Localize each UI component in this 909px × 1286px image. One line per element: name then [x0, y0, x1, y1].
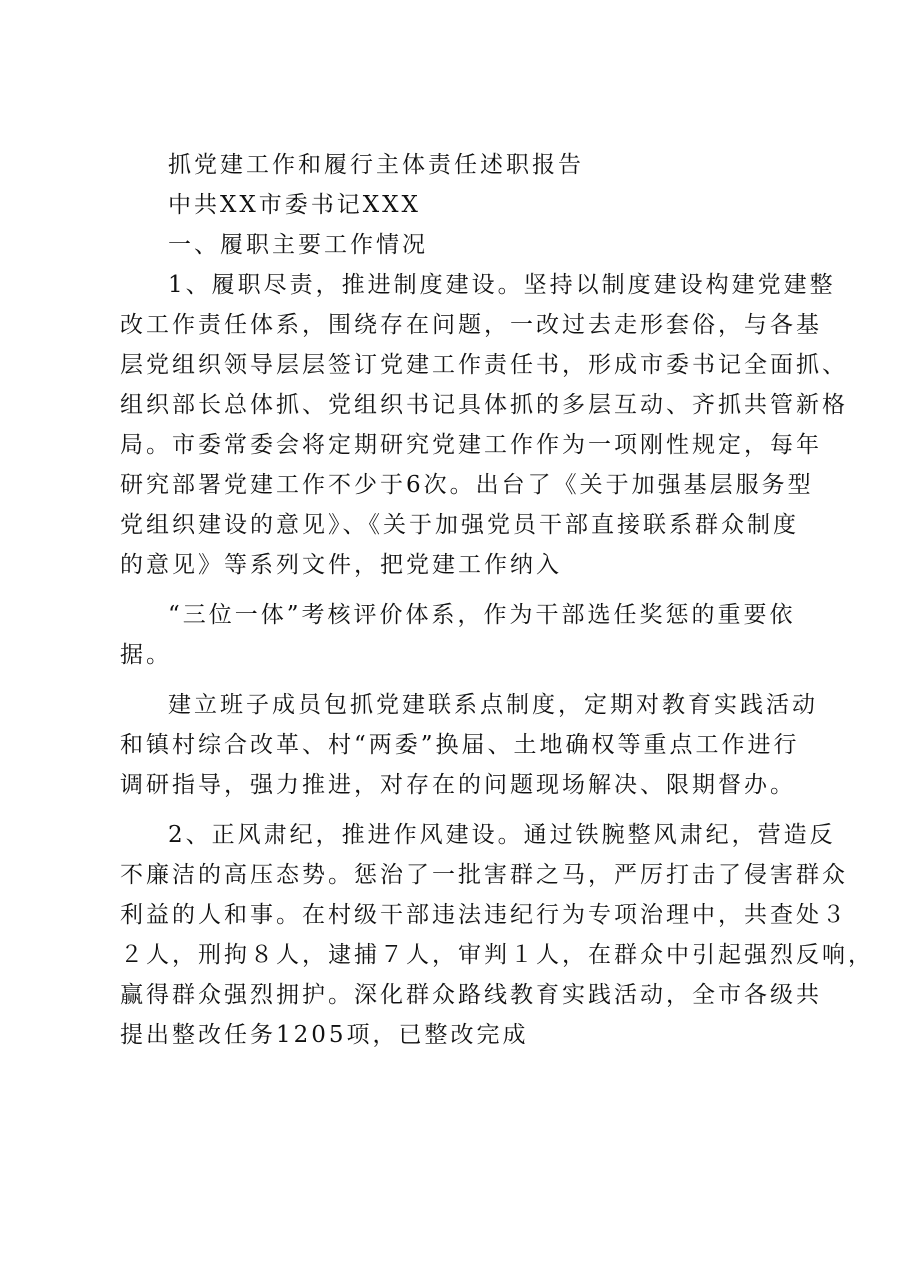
paragraph-1: [120, 272, 848, 579]
paragraph-line: ２人，刑拘８人，逮捕７人，审判１人，在群众中引起强烈反响，: [120, 942, 874, 968]
paragraph-line: 党组织建设的意见》、《关于加强党员干部直接联系群众制度: [120, 512, 799, 538]
paragraph-line: 据。: [120, 642, 172, 668]
paragraph-line: 1、履职尽责，推进制度建设。坚持以制度建设构建党建整: [168, 272, 836, 298]
document-author: 中共XX市委书记XXX: [168, 192, 421, 218]
paragraph-line: 改工作责任体系，围绕存在问题，一改过去走形套俗，与各基: [120, 312, 822, 338]
paragraph-line: 赢得群众强烈拥护。深化群众路线教育实践活动，全市各级共: [120, 982, 822, 1008]
paragraph-line: 的意见》等系列文件，把党建工作纳入: [120, 552, 562, 578]
paragraph-line: 组织部长总体抓、党组织书记具体抓的多层互动、齐抓共管新格: [120, 392, 848, 418]
section-heading: 一、履职主要工作情况: [168, 232, 428, 258]
paragraph-line: 提出整改任务1205项，已整改完成: [120, 1022, 529, 1048]
paragraph-line: 不廉洁的高压态势。惩治了一批害群之马，严厉打击了侵害群众: [120, 862, 848, 888]
paragraph-line: 2、正风肃纪，推进作风建设。通过铁腕整风肃纪，营造反: [168, 822, 836, 848]
paragraph-line: 研究部署党建工作不少于6次。出台了《关于加强基层服务型: [120, 472, 814, 498]
paragraph-4: [120, 822, 874, 1049]
document-title: 抓党建工作和履行主体责任述职报告: [168, 152, 584, 178]
paragraph-line: 层党组织领导层层签订党建工作责任书，形成市委书记全面抓、: [120, 352, 848, 378]
paragraph-3: [120, 692, 818, 799]
paragraph-line: “三位一体”考核评价体系，作为干部选任奖惩的重要依: [168, 602, 796, 628]
paragraph-line: 利益的人和事。在村级干部违法违纪行为专项治理中，共查处３: [120, 902, 848, 928]
paragraph-line: 和镇村综合改革、村“两委”换届、土地确权等重点工作进行: [120, 732, 800, 758]
paragraph-line: 建立班子成员包抓党建联系点制度，定期对教育实践活动: [168, 692, 818, 718]
document-body: [120, 152, 874, 1062]
paragraph-2: [120, 602, 802, 669]
paragraph-line: 局。市委常委会将定期研究党建工作作为一项刚性规定，每年: [120, 432, 822, 458]
paragraph-line: 调研指导，强力推进，对存在的问题现场解决、限期督办。: [120, 772, 796, 798]
